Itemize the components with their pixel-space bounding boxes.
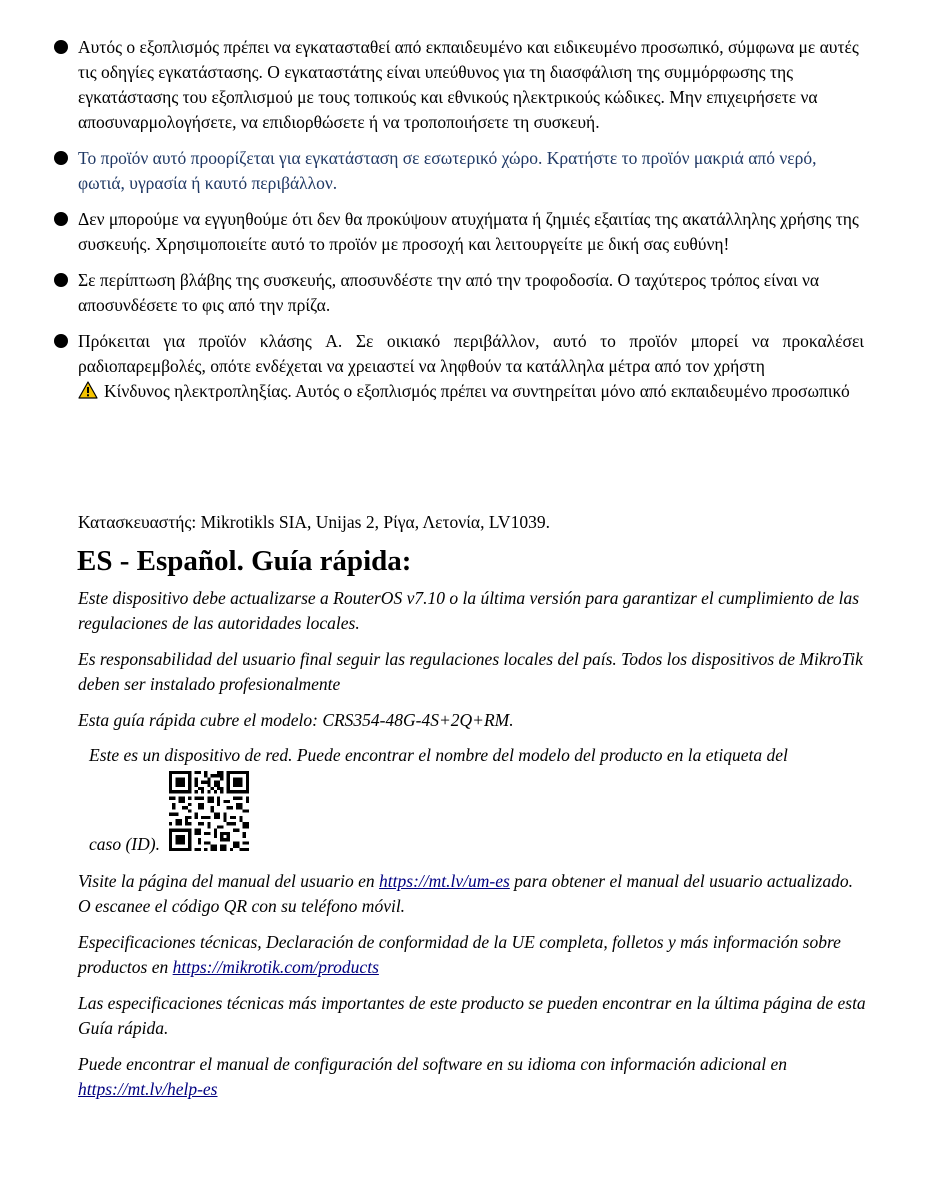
safety-text: Αυτός ο εξοπλισμός πρέπει να εγκατασταθεί από εκπαιδευμένο και ειδικευμένο προσωπικό, σύμφωνα με αυτές τις οδηγίες εγκατάστασης. Ο εγκαταστάτης είναι υπεύθυνος για τη διασφάλιση της συμμόρφωσης της εγκατάστασης του εξοπλισμού με τους τοπικούς και εθνικούς ηλεκτρικούς κώδικες. Μην επιχειρήσετε να αποσυναρμολογήσετε, να επιδιορθώσετε ή να τροποποιήσετε τη συσκευή. xyxy=(78,37,859,132)
warning-icon xyxy=(78,381,98,399)
shock-warning: Κίνδυνος ηλεκτροπληξίας. Αυτός ο εξοπλισμός πρέπει να συντηρείται μόνο από εκπαιδευμένο προσωπικό xyxy=(104,381,850,401)
network-device-notice: Este es un dispositivo de red. Puede encontrar el nombre del modelo del producto en la etiqueta del xyxy=(89,745,788,765)
greek-safety-list xyxy=(52,35,864,415)
qr-code xyxy=(169,771,249,851)
config-text: Puede encontrar el manual de configuración del software en su idioma con información adicional en xyxy=(78,1054,787,1074)
bullet-dot xyxy=(54,212,68,226)
responsibility-notice: Es responsabilidad del usuario final seguir las regulaciones locales del país. Todos los dispositivos de MikroTik deben ser instalado profesionalmente xyxy=(78,649,863,694)
bullet-dot xyxy=(54,151,68,165)
list-item xyxy=(52,35,864,135)
manufacturer-info: Κατασκευαστής: Mikrotikls SIA, Unijas 2, Ρίγα, Λετονία, LV1039. xyxy=(78,511,550,532)
section-heading: ES - Español. Guía rápida: xyxy=(77,545,412,577)
help-link[interactable]: https://mt.lv/help-es xyxy=(78,1079,218,1099)
list-item xyxy=(52,268,864,318)
failure-text: Σε περίπτωση βλάβης της συσκευής, αποσυνδέστε την από την τροφοδοσία. Ο ταχύτερος τρόπος είναι να αποσυνδέσετε το φις από την πρίζα. xyxy=(78,270,820,315)
config-manual-paragraph xyxy=(78,1052,868,1102)
indoor-use-text: Το προϊόν αυτό προορίζεται για εγκατάσταση σε εσωτερικό χώρο. Κρατήστε το προϊόν μακριά από νερό, φωτιά, υγρασία ή καυτό περιβάλλον. xyxy=(78,148,817,193)
list-item xyxy=(52,329,864,404)
bullet-dot xyxy=(54,334,68,348)
specs-link-paragraph xyxy=(78,930,868,980)
case-id-text: caso (ID). xyxy=(89,834,160,854)
list-item xyxy=(52,207,864,257)
list-item xyxy=(52,146,864,196)
bullet-dot xyxy=(54,40,68,54)
routeros-notice: Este dispositivo debe actualizarse a RouterOS v7.10 o la última versión para garantizar el cumplimiento de las regulaciones de las autoridades locales. xyxy=(78,588,860,633)
manual-text-before: Visite la página del manual del usuario en xyxy=(78,871,380,891)
class-a-text xyxy=(78,329,864,404)
class-a-notice: Πρόκειται για προϊόν κλάσης A. Σε οικιακό περιβάλλον, αυτό το προϊόν μπορεί να προκαλέσει ραδιοπαρεμβολές, οπότε ενδέχεται να χρειαστεί να ληφθούν τα κατάλληλα μέτρα από τον χρήστη xyxy=(78,331,864,376)
manual-link-paragraph xyxy=(78,869,868,919)
important-specs-text: Las especificaciones técnicas más importantes de este producto se pueden encontrar en la última página de esta Guía rápida. xyxy=(78,993,866,1038)
user-manual-link[interactable]: https://mt.lv/um-es xyxy=(379,871,510,891)
manual-text-after: para obtener el manual del usuario actualizado. O escanee el código QR con su teléfono móvil. xyxy=(78,871,853,916)
model-notice: Esta guía rápida cubre el modelo: CRS354-48G-4S+2Q+RM. xyxy=(78,710,514,730)
products-link[interactable]: https://mikrotik.com/products xyxy=(172,957,379,977)
liability-text: Δεν μπορούμε να εγγυηθούμε ότι δεν θα προκύψουν ατυχήματα ή ζημιές εξαιτίας της ακατάλληλης χρήσης της συσκευής. Χρησιμοποιείτε αυτό το προϊόν με προσοχή και λειτουργείτε με δική σας ευθύνη! xyxy=(78,209,859,254)
bullet-dot xyxy=(54,273,68,287)
specs-text: Especificaciones técnicas, Declaración de conformidad de la UE completa, folletos y más información sobre productos en xyxy=(78,932,841,977)
